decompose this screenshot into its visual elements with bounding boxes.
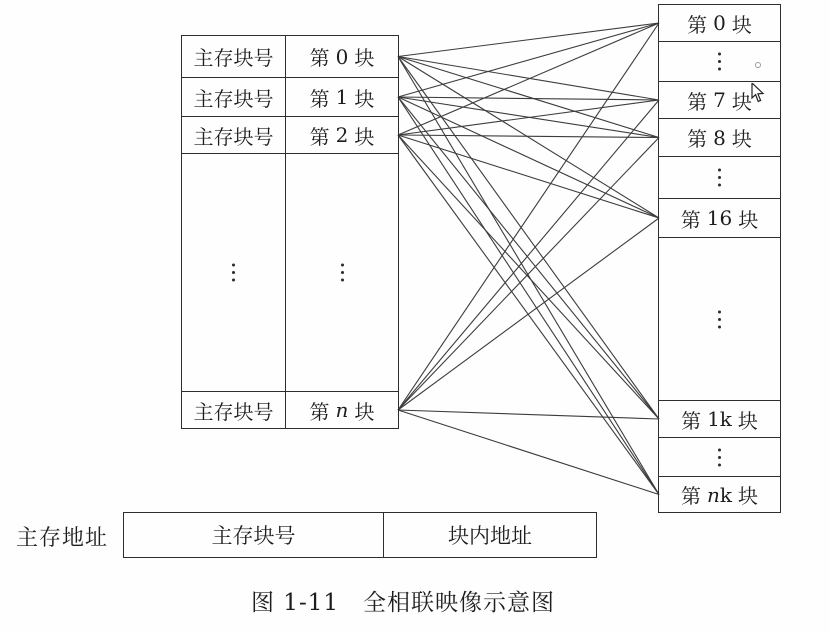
vertical-ellipsis-icon [718,318,721,321]
cache-row [659,5,780,41]
block-text: 块 [738,207,759,232]
block-text [336,85,349,109]
block-text: 第 [687,127,708,151]
block-text: 块 [354,86,375,111]
block-text: 第 [309,86,330,111]
cache-block-nk [659,477,780,512]
main-memory-ellipsis-cell [182,154,286,391]
main-memory-block-1 [286,78,398,116]
block-text: 块 [731,89,752,114]
block-text [713,11,726,35]
main-memory-block-2 [286,117,398,153]
main-memory-table [181,35,399,429]
block-text: 第 [680,484,701,508]
main-memory-row-label: 主存块号 [182,36,286,77]
block-text [336,398,349,422]
block-text [336,123,349,147]
cache-row [659,118,780,156]
block-text [713,126,726,150]
block-text: 第 [687,12,708,37]
block-text: 第 [309,399,330,424]
block-text: 块 [354,46,375,70]
main-memory-row-label: 主存块号 [182,78,286,116]
main-memory-block-0 [286,36,398,77]
main-memory-ellipsis-row [182,153,398,391]
cache-ellipsis-cell [659,438,780,476]
cache-table [658,4,781,513]
block-number: 7 [713,88,726,112]
cache-ellipsis-cell [659,238,780,400]
vertical-ellipsis-icon [718,176,721,179]
block-text [713,88,726,112]
address-bar [123,512,597,558]
block-variable: n [706,482,720,507]
main-memory-row [182,116,398,153]
block-text: 块 [354,399,375,424]
block-number: 0 [335,44,349,69]
block-number: 8 [713,125,726,150]
block-text: 第 [687,89,708,114]
block-number: 2 [335,123,349,147]
cache-ellipsis-row [659,437,780,476]
cache-row [659,476,780,512]
cache-block-16 [659,199,780,237]
block-text: 第 [309,124,330,149]
cache-ellipsis-row [659,237,780,400]
block-text [707,206,732,230]
block-text: 第 [681,408,702,433]
block-text: 块 [738,484,758,508]
main-memory-ellipsis-cell [286,154,398,391]
cache-block-8 [659,119,780,156]
cache-block-1k [659,401,780,437]
block-text: 块 [731,127,752,151]
vertical-ellipsis-icon [341,271,344,274]
main-memory-row [182,77,398,116]
block-text: 块 [354,124,375,149]
block-text: 第 [309,46,330,70]
cache-ellipsis-cell [659,42,780,81]
vertical-ellipsis-icon [718,60,721,63]
cache-row [659,400,780,437]
block-number: 0 [713,11,726,35]
address-field-offset: 块内地址 [448,524,532,548]
vertical-ellipsis-icon [232,271,235,274]
vertical-ellipsis-icon [718,456,721,459]
block-text [707,407,732,431]
cache-ellipsis-row [659,156,780,198]
block-number: 16 [706,206,733,230]
cache-block-0 [659,5,780,41]
main-memory-row [182,391,398,428]
block-text: 块 [731,12,752,37]
main-memory-row-label: 主存块号 [182,392,286,428]
block-number: 1k [707,407,732,431]
block-text: 第 [680,207,701,232]
cache-ellipsis-cell [659,157,780,198]
address-field-block-number: 主存块号 [124,513,384,557]
figure-caption: 图 1-11 全相联映像示意图 [251,590,555,616]
block-number: k [719,482,732,507]
block-text [707,483,732,507]
block-text: 块 [737,408,758,433]
annotation-dot-icon [755,62,761,68]
block-number: 1 [335,85,349,109]
main-memory-row [182,36,398,77]
block-text [336,45,349,69]
block-variable: n [335,398,349,422]
main-memory-row-label: 主存块号 [182,117,286,153]
main-memory-block-n [286,392,398,428]
cache-ellipsis-row [659,41,780,81]
address-bar-label: 主存地址 [16,526,109,551]
cache-row [659,198,780,237]
mouse-cursor-icon [751,83,765,103]
